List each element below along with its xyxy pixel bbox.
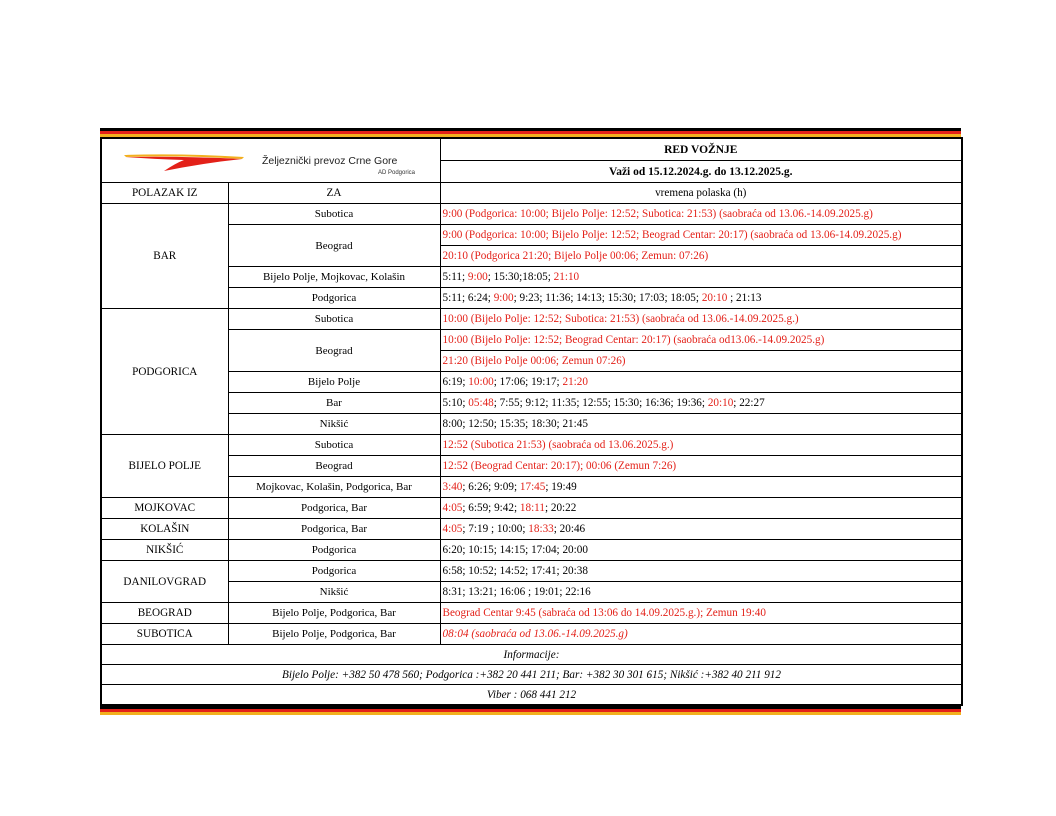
destination-cell: Podgorica, Bar [228, 498, 440, 519]
info-title: Informacije: [101, 645, 962, 665]
origin-subotica: SUBOTICA [101, 624, 228, 645]
column-header-to: ZA [228, 183, 440, 204]
origin-niksic: NIKŠIĆ [101, 540, 228, 561]
origin-podgorica: PODGORICA [101, 309, 228, 435]
departure-times: 6:20; 10:15; 14:15; 17:04; 20:00 [440, 540, 962, 561]
departure-times: 6:58; 10:52; 14:52; 17:41; 20:38 [440, 561, 962, 582]
departure-times: 21:20 (Bijelo Polje 00:06; Zemun 07:26) [440, 351, 962, 372]
departure-times: 5:11; 6:24; 9:00; 9:23; 11:36; 14:13; 15:30; 17:03; 18:05; 20:10 ; 21:13 [440, 288, 962, 309]
destination-cell: Podgorica, Bar [228, 519, 440, 540]
origin-mojkovac: MOJKOVAC [101, 498, 228, 519]
destination-cell: Bar [228, 393, 440, 414]
timetable [100, 137, 963, 706]
origin-kolasin: KOLAŠIN [101, 519, 228, 540]
departure-times: 12:52 (Beograd Centar: 20:17); 00:06 (Zemun 7:26) [440, 456, 962, 477]
destination-cell: Bijelo Polje [228, 372, 440, 393]
departure-times: 5:10; 05:48; 7:55; 9:12; 11:35; 12:55; 15:30; 16:36; 19:36; 20:10; 22:27 [440, 393, 962, 414]
departure-times: 9:00 (Podgorica: 10:00; Bijelo Polje: 12:52; Subotica: 21:53) (saobraća od 13.06.-14.09.2025.g) [440, 204, 962, 225]
destination-cell: Podgorica [228, 561, 440, 582]
origin-bijelo-polje: BIJELO POLJE [101, 435, 228, 498]
timetable-sheet [100, 128, 961, 715]
info-viber: Viber : 068 441 212 [101, 685, 962, 706]
origin-bar: BAR [101, 204, 228, 309]
departure-times: 8:31; 13:21; 16:06 ; 19:01; 22:16 [440, 582, 962, 603]
company-name: Željeznički prevoz Crne Gore [262, 154, 398, 167]
company-logo-cell [101, 138, 440, 183]
departure-times: 20:10 (Podgorica 21:20; Bijelo Polje 00:06; Zemun: 07:26) [440, 246, 962, 267]
departure-times: 9:00 (Podgorica: 10:00; Bijelo Polje: 12:52; Beograd Centar: 20:17) (saobraća od 13.06-14.09.2025.g) [440, 225, 962, 246]
departure-times: 4:05; 7:19 ; 10:00; 18:33; 20:46 [440, 519, 962, 540]
rail-swoosh-icon [124, 151, 244, 173]
destination-cell: Podgorica [228, 288, 440, 309]
column-header-from: POLAZAK IZ [101, 183, 228, 204]
departure-times: 10:00 (Bijelo Polje: 12:52; Subotica: 21:53) (saobraća od 13.06.-14.09.2025.g.) [440, 309, 962, 330]
info-phones: Bijelo Polje: +382 50 478 560; Podgorica :+382 20 441 211; Bar: +382 30 301 615; Nikšić :+382 40 211 912 [101, 665, 962, 685]
departure-times: 4:05; 6:59; 9:42; 18:11; 20:22 [440, 498, 962, 519]
company-sub: AD Podgorica [378, 169, 416, 176]
departure-times: 10:00 (Bijelo Polje: 12:52; Beograd Centar: 20:17) (saobraća od13.06.-14.09.2025.g) [440, 330, 962, 351]
destination-cell: Nikšić [228, 582, 440, 603]
departure-times: 5:11; 9:00; 15:30;18:05; 21:10 [440, 267, 962, 288]
top-flag-stripes [100, 128, 961, 137]
destination-cell: Bijelo Polje, Podgorica, Bar [228, 603, 440, 624]
destination-cell: Mojkovac, Kolašin, Podgorica, Bar [228, 477, 440, 498]
bottom-flag-stripes [100, 706, 961, 715]
column-header-times: vremena polaska (h) [440, 183, 962, 204]
destination-cell: Podgorica [228, 540, 440, 561]
destination-cell: Subotica [228, 204, 440, 225]
destination-cell: Bijelo Polje, Podgorica, Bar [228, 624, 440, 645]
departure-times: Beograd Centar 9:45 (sabraća od 13:06 do 14.09.2025.g.); Zemun 19:40 [440, 603, 962, 624]
departure-times: 12:52 (Subotica 21:53) (saobraća od 13.06.2025.g.) [440, 435, 962, 456]
validity-text: Važi od 15.12.2024.g. do 13.12.2025.g. [440, 161, 962, 183]
destination-cell: Beograd [228, 456, 440, 477]
timetable-title: RED VOŽNJE [440, 138, 962, 161]
origin-beograd: BEOGRAD [101, 603, 228, 624]
departure-times: 08:04 (saobraća od 13.06.-14.09.2025.g) [440, 624, 962, 645]
departure-times: 3:40; 6:26; 9:09; 17:45; 19:49 [440, 477, 962, 498]
destination-cell: Bijelo Polje, Mojkovac, Kolašin [228, 267, 440, 288]
origin-danilovgrad: DANILOVGRAD [101, 561, 228, 603]
departure-times: 8:00; 12:50; 15:35; 18:30; 21:45 [440, 414, 962, 435]
destination-cell: Subotica [228, 435, 440, 456]
departure-times: 6:19; 10:00; 17:06; 19:17; 21:20 [440, 372, 962, 393]
destination-cell: Beograd [228, 225, 440, 267]
destination-cell: Beograd [228, 330, 440, 372]
destination-cell: Subotica [228, 309, 440, 330]
destination-cell: Nikšić [228, 414, 440, 435]
